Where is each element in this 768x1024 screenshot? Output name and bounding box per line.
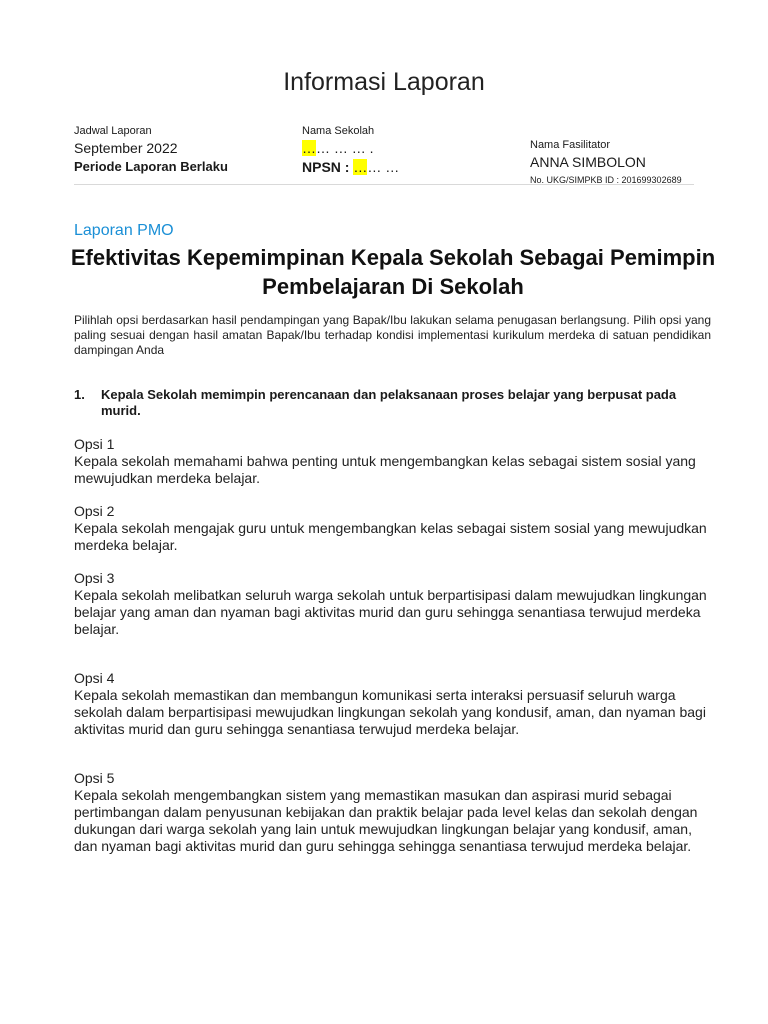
school-name-highlight: … [302,139,316,156]
option-text: Kepala sekolah mengembangkan sistem yang memastikan masukan dan aspirasi murid sebagai pertimbangan dalam penyusunan kebijakan dan praktik belajar pada level kelas dan sekolah dengan dukungan dari warga sekolah yang lain untuk mewujudkan lingkungan belajar yang kondusif, aman, dan nyaman bagi aktivitas murid dan guru sehingga sehingga senantiasa terwujud merdeka belajar. [74,787,698,854]
question-text: Kepala Sekolah memimpin perencanaan dan pelaksanaan proses belajar yang berpusat pada murid. [101,387,677,418]
school-block [302,124,399,177]
school-name-dots: … … … . [316,139,374,156]
npsn-label: NPSN : [302,158,354,175]
document-title: Efektivitas Kepemimpinan Kepala Sekolah Sebagai Pemimpin Pembelajaran Di Sekolah [70,245,716,299]
option-label: Opsi 1 [74,436,115,452]
section-label: Laporan PMO [74,222,174,239]
npsn-line [302,158,399,177]
option-item [74,503,714,554]
option-text: Kepala sekolah memastikan dan membangun komunikasi serta interaksi persuasif seluruh warga sekolah dalam berpartisipasi mewujudkan lingkungan sekolah yang kondusif, aman, dan nyaman bagi aktivitas murid dan guru sehingga senantiasa terwujud merdeka belajar. [74,687,706,737]
question-item [74,387,694,419]
facilitator-value: ANNA SIMBOLON [530,153,646,170]
facilitator-label: Nama Fasilitator [530,139,611,151]
option-text: Kepala sekolah melibatkan seluruh warga sekolah untuk berpartisipasi dalam mewujudkan lingkungan belajar yang aman dan nyaman bagi aktivitas murid dan guru sehingga senantiasa terwujud merdeka belajar. [74,587,707,637]
option-label: Opsi 2 [74,503,115,519]
option-text: Kepala sekolah memahami bahwa penting untuk mengembangkan kelas sebagai sistem sosial yang mewujudkan merdeka belajar. [74,453,696,486]
option-text: Kepala sekolah mengajak guru untuk mengembangkan kelas sebagai sistem sosial yang mewujudkan merdeka belajar. [74,520,707,553]
school-name-value [302,139,399,158]
question-number: 1. [74,387,85,402]
instructions-text: Pilihlah opsi berdasarkan hasil pendampingan yang Bapak/Ibu lakukan selama penugasan berlangsung. Pilih opsi yang paling sesuai dengan hasil amatan Bapak/Ibu terhadap kondisi implementasi kurikulum merdeka di satuan pendidikan dampingan Anda [74,313,711,357]
option-item [74,670,714,738]
ukg-id: No. UKG/SIMPKB ID : 201699302689 [530,174,682,185]
school-name-label: Nama Sekolah [302,125,375,137]
schedule-value: September 2022 [74,139,178,156]
header-divider [74,184,694,185]
option-label: Opsi 3 [74,570,115,586]
option-item [74,436,714,487]
option-label: Opsi 5 [74,770,115,786]
period-label: Periode Laporan Berlaku [74,158,228,174]
option-label: Opsi 4 [74,670,115,686]
report-schedule-block [74,124,228,175]
option-item [74,770,714,855]
page-title: Informasi Laporan [283,68,485,96]
npsn-highlight: … [353,158,368,175]
npsn-dots: … … [367,158,400,175]
option-item [74,570,714,638]
schedule-label: Jadwal Laporan [74,125,152,137]
facilitator-block [530,138,682,186]
